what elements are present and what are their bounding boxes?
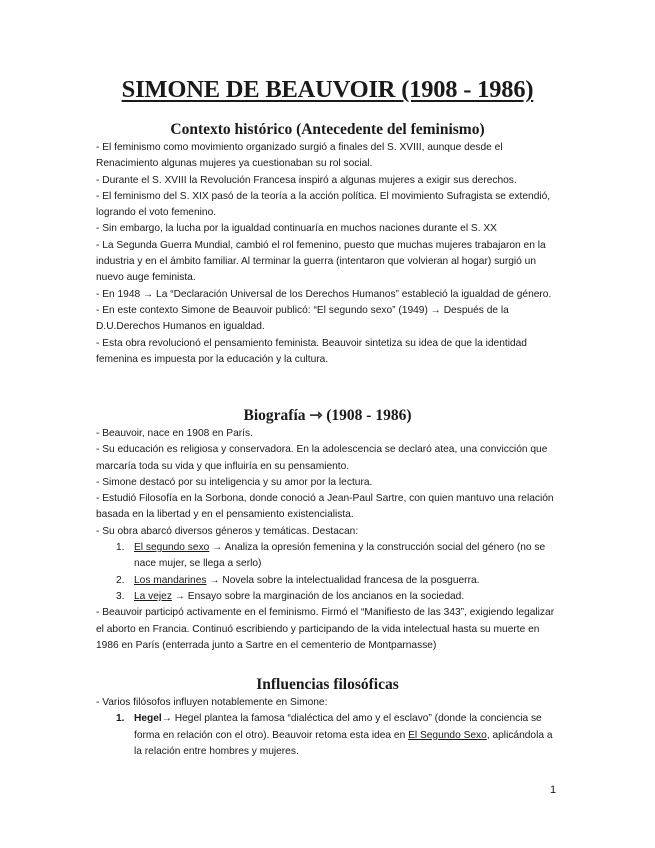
paragraph: - La Segunda Guerra Mundial, cambió el rol femenino, puesto que muchas mujeres trabajaron en la industria y en el ámbito familiar. Al terminar la guerra (intentaron que volvieran al hogar) surgió un nuevo auge feminista. [96,239,546,284]
influences-list [96,711,558,760]
paragraph: - Estudió Filosofía en la Sorbona, donde conoció a Jean-Paul Sartre, con quien mantuvo una relación basada en la libertad y en el pensamiento existencialista. [96,493,554,521]
document-title: SIMONE DE BEAUVOIR (1908 - 1986) [121,76,534,103]
philosopher-name: Hegel [134,713,162,725]
work-description: → Analiza la opresión femenina y la construcción social del género (no se nace mujer, se llega a serlo) [134,542,546,570]
influence-text-end: , aplicándola a la relación entre hombres y mujeres. [134,729,553,757]
paragraph: - Beauvoir, nace en 1908 en París. [96,428,253,439]
list-item-work [96,540,558,573]
section-heading-influencias: Influencias filosóficas [256,676,399,693]
work-title: El segundo sexo [134,542,210,554]
list-number: 2. [116,574,125,586]
paragraph: - Beauvoir participó activamente en el feminismo. Firmó el “Manifiesto de las 343”, exigiendo legalizar el aborto en Francia. Continuó escribiendo y participando de la vida intelectual hasta su muerte en 1986 en París (enterrada junto a Sartre en el cementerio de Montparnasse) [96,607,555,651]
paragraph: - Varios filósofos influyen notablemente en Simone: [96,697,328,708]
works-list [96,540,558,605]
work-description: → Ensayo sobre la marginación de los ancianos en la sociedad. [171,590,465,602]
paragraph: - Simone destacó por su inteligencia y su amor por la lectura. [96,476,373,488]
paragraph: - Esta obra revolucionó el pensamiento feminista. Beauvoir sintetiza su idea de que la identidad femenina es impuesta por la educación y la cultura. [96,337,527,365]
paragraph: - En este contexto Simone de Beauvoir publicó: “El segundo sexo” (1949) → Después de la D.U.Derechos Humanos en igualdad. [96,304,509,333]
paragraph: - Su educación es religiosa y conservadora. En la adolescencia se declaró atea, una convicción que marcaría toda su vida y que influiría en su pensamiento. [96,444,548,472]
list-item-work [96,573,558,589]
work-reference: El Segundo Sexo [408,729,487,741]
section-body-contexto [96,140,558,368]
paragraph: - Durante el S. XVIII la Revolución Francesa inspiró a algunas mujeres a exigir sus derechos. [96,174,517,186]
list-number: 1. [116,713,125,725]
paragraph: - Sin embargo, la lucha por la igualdad continuaría en muchos naciones durante el S. XX [96,223,497,235]
work-title: Los mandarines [134,574,207,586]
list-number: 1. [116,542,125,554]
section-heading-contexto: Contexto histórico (Antecedente del feminismo) [170,121,485,138]
section-body-influencias [96,695,558,760]
section-heading-biografia: Biografía ⇾ (1908 - 1986) [243,407,412,424]
paragraph: - En 1948 → La “Declaración Universal de los Derechos Humanos” estableció la igualdad de género. [96,288,552,300]
paragraph: - Su obra abarcó diversos géneros y temáticas. Destacan: [96,525,359,537]
work-description: → Novela sobre la intelectualidad francesa de la posguerra. [206,574,480,586]
paragraph: - El feminismo como movimiento organizado surgió a finales del S. XVIII, aunque desde el Renacimiento algunas mujeres ya cuestionaban su rol social. [96,142,503,170]
page-number: 1 [550,784,557,796]
paragraph: - El feminismo del S. XIX pasó de la teoría a la acción política. El movimiento Sufragista se extendió, logrando el voto femenino. [96,190,551,219]
section-body-biografia [96,426,558,654]
list-number: 3. [116,590,125,602]
influence-text: → Hegel plantea la famosa “dialéctica del amo y el esclavo” (donde la conciencia se forma en relación con el otro). Beauvoir retoma esta idea en [134,713,542,741]
list-item-work [96,589,558,605]
list-item-influence [96,711,558,760]
work-title: La vejez [134,590,172,602]
